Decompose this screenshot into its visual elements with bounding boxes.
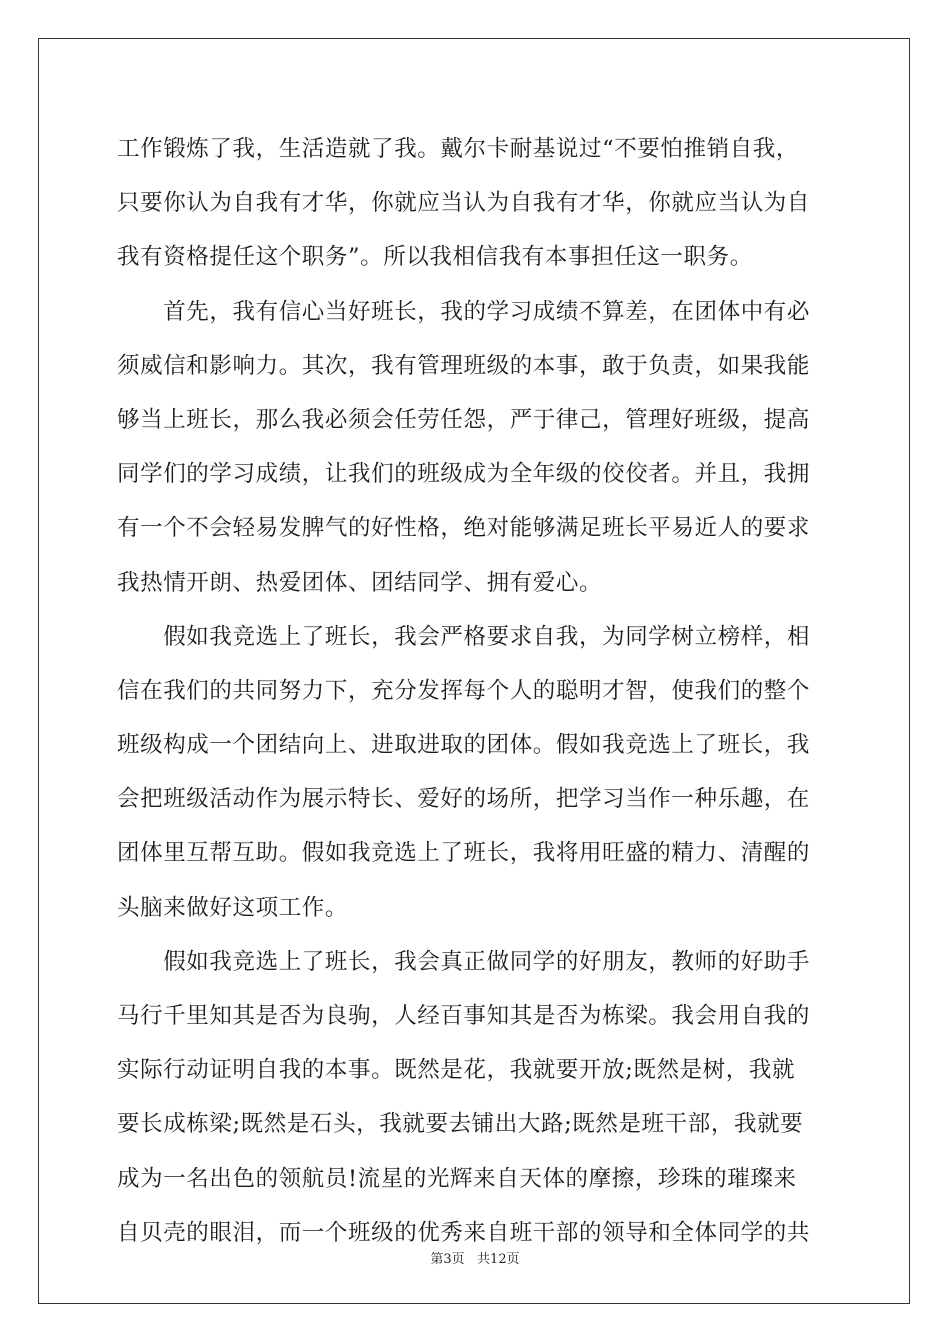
- text-line: 首先，我有信心当好班长，我的学习成绩不算差，在团体中有必: [117, 298, 811, 325]
- text-line: 假如我竞选上了班长，我会真正做同学的好朋友，教师的好助手: [117, 948, 811, 975]
- text-line: 信在我们的共同努力下，充分发挥每个人的聪明才智，使我们的整个: [117, 677, 811, 704]
- text-line: 我有资格提任这个职务”。所以我相信我有本事担任这一职务。: [117, 244, 753, 271]
- text-line: 须威信和影响力。其次，我有管理班级的本事，敢于负责，如果我能: [117, 352, 811, 379]
- text-line: 工作锻炼了我，生活造就了我。戴尔卡耐基说过“不要怕推销自我，: [117, 136, 800, 162]
- text-line: 实际行动证明自我的本事。既然是花，我就要开放;既然是树，我就: [117, 1057, 796, 1084]
- text-line: 成为一名出色的领航员!流星的光辉来自天体的摩擦，珍珠的璀璨来: [117, 1165, 797, 1192]
- document-body: [117, 122, 833, 1260]
- text-line: 够当上班长，那么我必须会任劳任怨，严于律己，管理好班级，提高: [117, 406, 811, 433]
- text-line: 只要你认为自我有才华，你就应当认为自我有才华，你就应当认为自: [117, 190, 811, 217]
- text-line: 团体里互帮互助。假如我竞选上了班长，我将用旺盛的精力、清醒的: [117, 840, 811, 867]
- page-number-footer: 第3页 共12页: [430, 1252, 520, 1267]
- text-line: 会把班级活动作为展示特长、爱好的场所，把学习当作一种乐趣，在: [117, 786, 811, 813]
- text-line: 自贝壳的眼泪，而一个班级的优秀来自班干部的领导和全体同学的共: [117, 1219, 811, 1246]
- text-line: 我热情开朗、热爱团体、团结同学、拥有爱心。: [117, 569, 603, 596]
- text-line: 有一个不会轻易发脾气的好性格，绝对能够满足班长平易近人的要求: [117, 515, 811, 542]
- text-line: 头脑来做好这项工作。: [117, 894, 349, 921]
- text-line: 同学们的学习成绩，让我们的班级成为全年级的佼佼者。并且，我拥: [117, 461, 811, 488]
- text-line: 假如我竞选上了班长，我会严格要求自我，为同学树立榜样，相: [117, 623, 811, 650]
- text-line: 班级构成一个团结向上、进取进取的团体。假如我竞选上了班长，我: [117, 732, 811, 759]
- text-line: 马行千里知其是否为良驹，人经百事知其是否为栋梁。我会用自我的: [117, 1003, 811, 1029]
- text-line: 要长成栋梁;既然是石头，我就要去铺出大路;既然是班干部，我就要: [117, 1111, 804, 1138]
